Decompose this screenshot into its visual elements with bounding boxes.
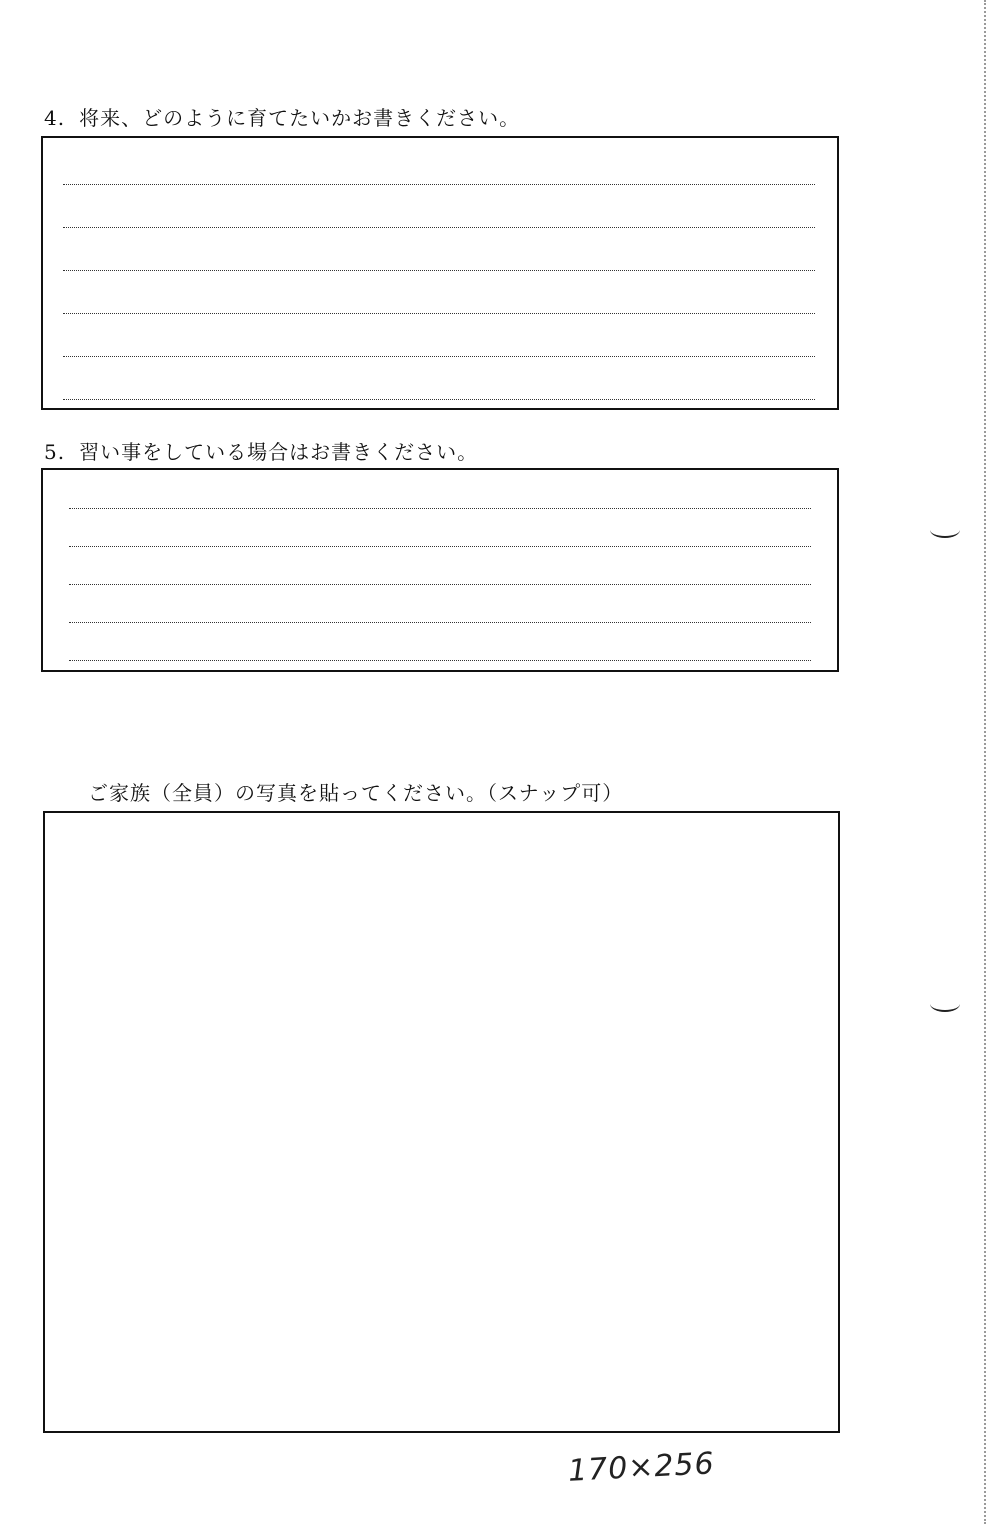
- writing-line: [63, 184, 815, 185]
- family-photo-box[interactable]: [43, 811, 840, 1433]
- writing-line: [63, 399, 815, 400]
- question-number: 5.: [44, 440, 66, 464]
- writing-line: [69, 622, 811, 623]
- writing-line: [63, 270, 815, 271]
- writing-line: [69, 660, 811, 661]
- question-text: 習い事をしている場合はお書きください。: [79, 440, 479, 464]
- writing-line: [63, 356, 815, 357]
- question-number: 4.: [44, 106, 66, 130]
- writing-line: [63, 313, 815, 314]
- writing-line: [69, 584, 811, 585]
- writing-line: [69, 546, 811, 547]
- answer-box-question-4[interactable]: [41, 136, 839, 410]
- question-text: 将来、どのように育てたいかお書きください。: [79, 106, 521, 130]
- question-5-heading: [44, 436, 478, 465]
- question-4-heading: [44, 102, 520, 131]
- writing-line: [63, 227, 815, 228]
- binding-perforation: [984, 0, 986, 1524]
- photo-caption: ご家族（全員）の写真を貼ってください。（スナップ可）: [88, 781, 624, 805]
- binding-hole-mark: [930, 522, 960, 538]
- answer-box-question-5[interactable]: [41, 468, 839, 672]
- binding-hole-mark: [930, 996, 960, 1012]
- handwritten-size-note: 170×256: [567, 1446, 716, 1489]
- writing-line: [69, 508, 811, 509]
